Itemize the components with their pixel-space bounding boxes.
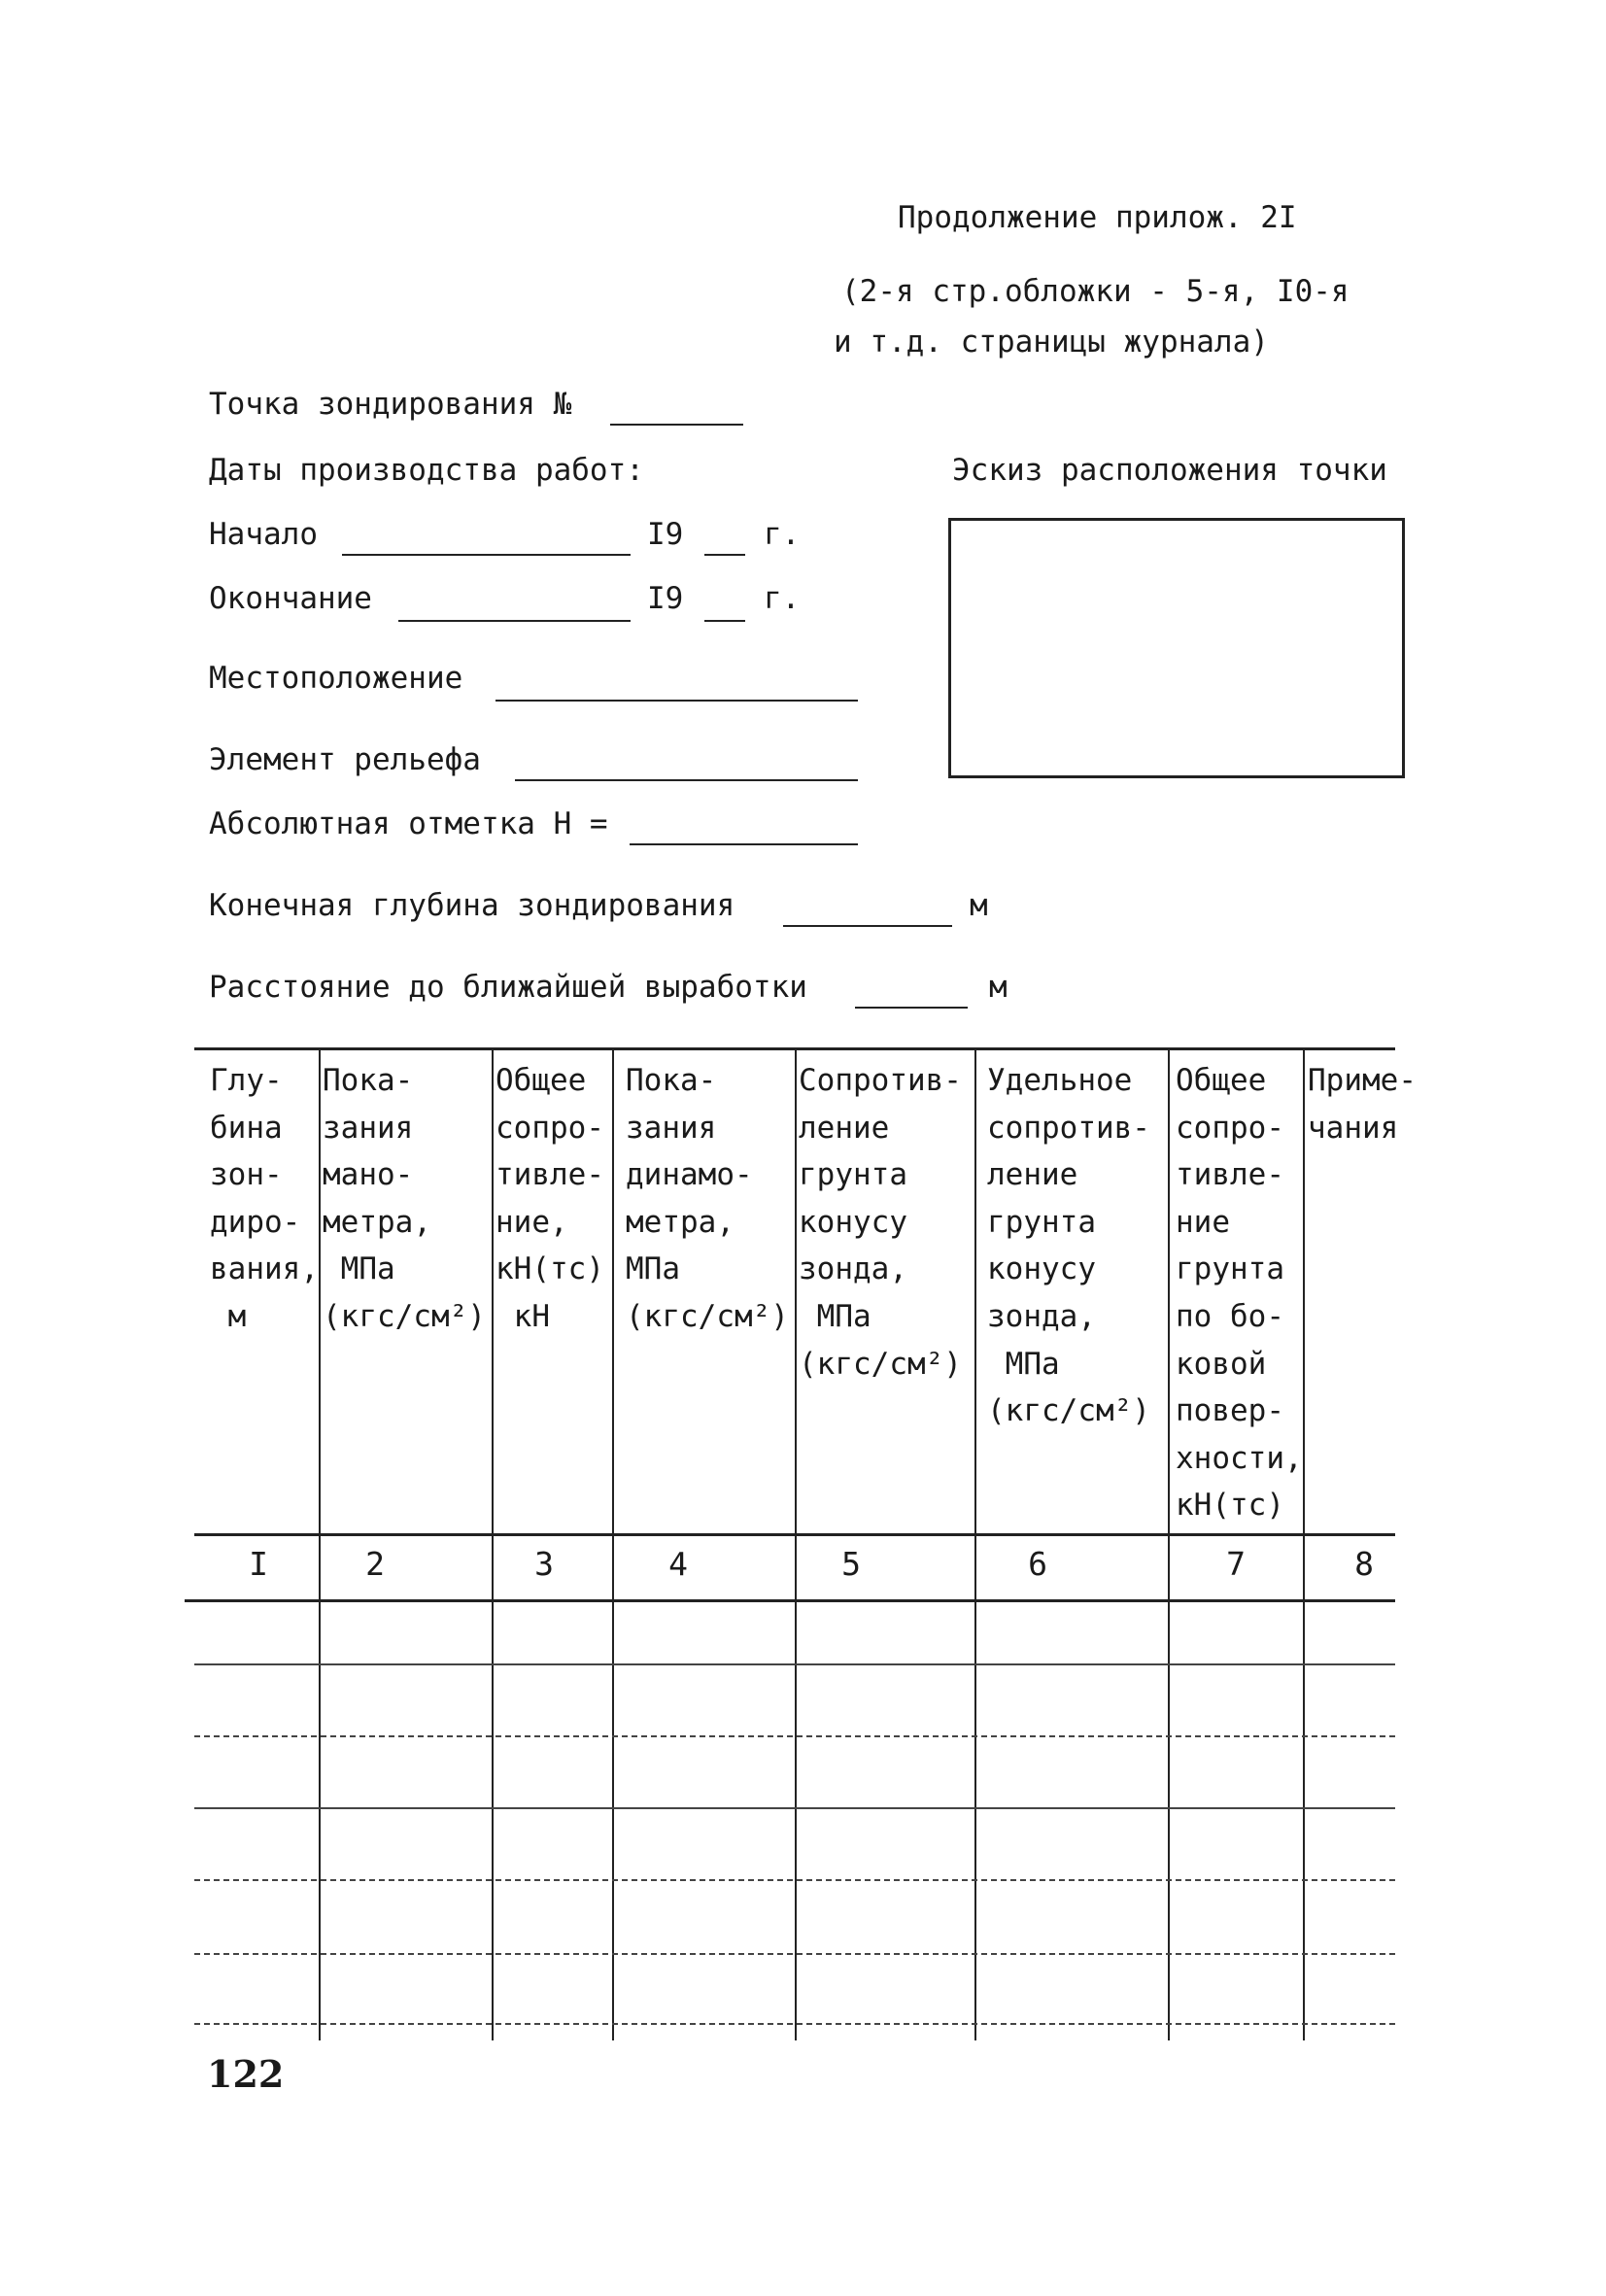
- end-year-prefix: I9: [647, 581, 684, 616]
- table-row-line: [194, 1807, 1395, 1809]
- col-5-number: 5: [841, 1545, 861, 1583]
- col-4-number: 4: [668, 1545, 688, 1583]
- subtitle-line-1: (2-я стр.обложки - 5-я, I0-я: [841, 274, 1350, 309]
- relief-label: Элемент рельефа: [209, 742, 481, 777]
- start-year-suffix: г.: [764, 517, 801, 552]
- table-row-line: [194, 1953, 1395, 1955]
- elevation-label: Абсолютная отметка Н =: [209, 806, 608, 841]
- relief-line[interactable]: [515, 779, 858, 781]
- depth-label: Конечная глубина зондирования: [209, 888, 735, 923]
- col-5-header: Сопротив- ление грунта конусу зонда, МПа (кгс/см²): [799, 1063, 962, 1382]
- col-3-number: 3: [534, 1545, 554, 1583]
- sketch-label: Эскиз расположения точки: [952, 453, 1387, 488]
- depth-line[interactable]: [783, 925, 952, 927]
- table-row-line: [194, 1663, 1395, 1665]
- column-divider: [1168, 1049, 1170, 2040]
- end-date-line[interactable]: [398, 620, 631, 622]
- subtitle-line-2: и т.д. страницы журнала): [834, 325, 1269, 360]
- sketch-box[interactable]: [948, 518, 1405, 778]
- col-4-header: Пока- зания динамо- метра, МПа (кгс/см²): [626, 1063, 789, 1334]
- point-number-line[interactable]: [610, 424, 743, 426]
- dates-label: Даты производства работ:: [209, 453, 644, 488]
- distance-label: Расстояние до ближайшей выработки: [209, 970, 807, 1005]
- col-1-header: Глу- бина зон- диро- вания, м: [210, 1063, 319, 1334]
- column-divider: [492, 1049, 494, 2040]
- distance-unit: м: [989, 970, 1008, 1005]
- point-label: Точка зондирования №: [209, 387, 572, 422]
- continuation-title: Продолжение прилож. 2I: [898, 200, 1297, 235]
- col-7-header: Общее сопро- тивле- ние грунта по бо- ковой повер- хности, кН(тс): [1176, 1063, 1303, 1524]
- location-label: Местоположение: [209, 661, 463, 696]
- table-number-rule: [185, 1599, 1395, 1602]
- elevation-line[interactable]: [630, 843, 858, 845]
- end-label: Окончание: [209, 581, 372, 616]
- col-7-number: 7: [1226, 1545, 1246, 1583]
- end-year-suffix: г.: [764, 581, 801, 616]
- table-row-line: [194, 2023, 1395, 2025]
- page-number: 122: [207, 2052, 285, 2096]
- column-divider: [974, 1049, 976, 2040]
- col-8-number: 8: [1354, 1545, 1374, 1583]
- col-2-header: Пока- зания мано- метра, МПа (кгс/см²): [323, 1063, 486, 1334]
- col-8-header: Приме- чания: [1308, 1063, 1417, 1146]
- start-year-line[interactable]: [704, 554, 745, 556]
- table-row-line: [194, 1879, 1395, 1881]
- location-line[interactable]: [495, 700, 858, 702]
- depth-unit: м: [970, 888, 988, 923]
- col-6-number: 6: [1028, 1545, 1047, 1583]
- start-date-line[interactable]: [342, 554, 631, 556]
- column-divider: [612, 1049, 614, 2040]
- distance-line[interactable]: [855, 1007, 968, 1009]
- table-row-line: [194, 1735, 1395, 1737]
- col-3-header: Общее сопро- тивле- ние, кН(тс) кН: [495, 1063, 604, 1334]
- col-6-header: Удельное сопротив- ление грунта конусу зонда, МПа (кгс/см²): [987, 1063, 1150, 1429]
- column-divider: [319, 1049, 321, 2040]
- col-2-number: 2: [365, 1545, 385, 1583]
- col-1-number: I: [249, 1545, 268, 1583]
- start-label: Начало: [209, 517, 318, 552]
- column-divider: [795, 1049, 797, 2040]
- start-year-prefix: I9: [647, 517, 684, 552]
- column-divider: [1303, 1049, 1305, 2040]
- end-year-line[interactable]: [704, 620, 745, 622]
